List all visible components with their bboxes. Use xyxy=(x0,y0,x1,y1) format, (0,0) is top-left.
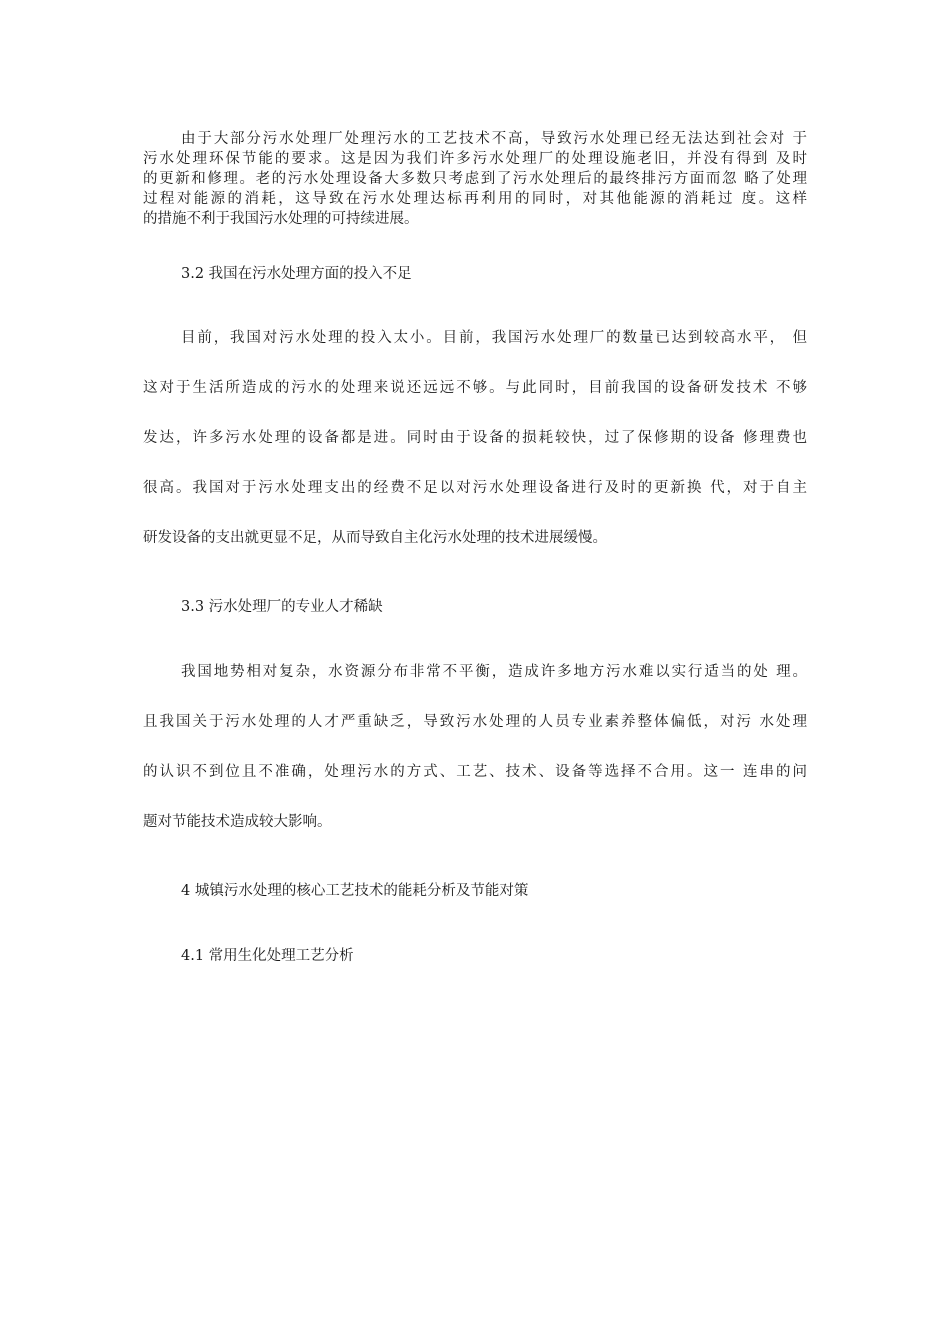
paragraph-1-line-4: 过程对能源的消耗，这导致在污水处理达标再利用的同时，对其他能源的消耗过 度。这样 xyxy=(143,191,807,207)
paragraph-2-line-3: 发达，许多污水处理的设备都是进。同时由于设备的损耗较快，过了保修期的设备 修理费也 xyxy=(143,430,807,446)
paragraph-3-line-1: 我国地势相对复杂，水资源分布非常不平衡，造成许多地方污水难以实行适当的处 理。 xyxy=(181,664,807,680)
paragraph-2-line-5: 研发设备的支出就更显不足，从而导致自主化污水处理的技术进展缓慢。 xyxy=(143,530,607,546)
section-heading-4-1: 4.1 常用生化处理工艺分析 xyxy=(181,948,354,964)
paragraph-2-line-1: 目前，我国对污水处理的投入太小。目前，我国污水处理厂的数量已达到较高水平， 但 xyxy=(181,330,807,346)
section-heading-3-3: 3.3 污水处理厂的专业人才稀缺 xyxy=(181,599,383,615)
paragraph-3-line-4: 题对节能技术造成较大影响。 xyxy=(143,814,332,830)
paragraph-2-line-4: 很高。我国对于污水处理支出的经费不足以对污水处理设备进行及时的更新换 代，对于自主 xyxy=(143,480,807,496)
paragraph-1-line-5: 的措施不利于我国污水处理的可持续进展。 xyxy=(143,211,419,227)
paragraph-2-line-2: 这对于生活所造成的污水的处理来说还远远不够。与此同时，目前我国的设备研发技术 不够 xyxy=(143,380,807,396)
section-heading-3-2: 3.2 我国在污水处理方面的投入不足 xyxy=(181,266,412,282)
paragraph-3-line-3: 的认识不到位且不准确，处理污水的方式、工艺、技术、设备等选择不合用。这一 连串的问 xyxy=(143,764,807,780)
paragraph-1-line-3: 的更新和修理。老的污水处理设备大多数只考虑到了污水处理后的最终排污方面而忽 略了处理 xyxy=(143,171,807,187)
paragraph-1-line-2: 污水处理环保节能的要求。这是因为我们许多污水处理厂的处理设施老旧，并没有得到 及时 xyxy=(143,151,807,167)
paragraph-1-line-1: 由于大部分污水处理厂处理污水的工艺技术不高，导致污水处理已经无法达到社会对 于 xyxy=(181,131,807,147)
paragraph-3-line-2: 且我国关于污水处理的人才严重缺乏，导致污水处理的人员专业素养整体偏低，对污 水处理 xyxy=(143,714,807,730)
section-heading-4: 4 城镇污水处理的核心工艺技术的能耗分析及节能对策 xyxy=(181,883,529,899)
